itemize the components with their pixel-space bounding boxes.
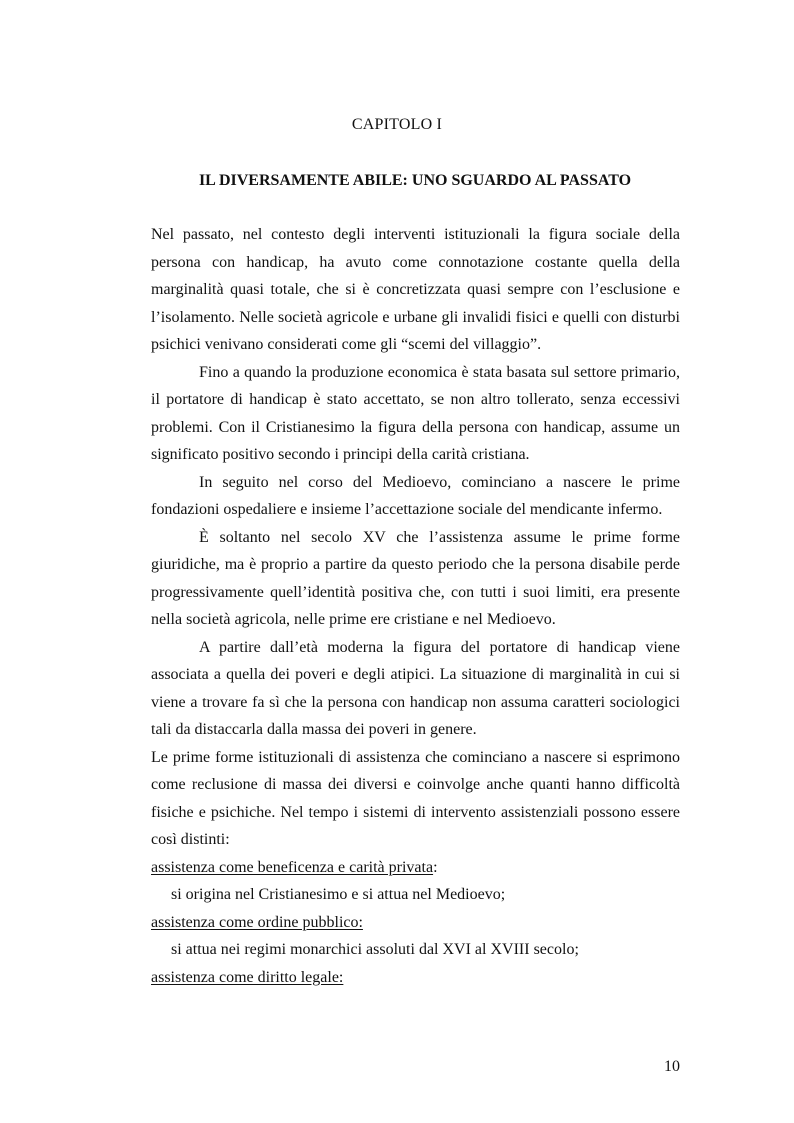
list-item-heading <box>151 964 680 992</box>
paragraph-6: Le prime forme istituzionali di assistenza che cominciano a nascere si esprimono come reclusione di massa dei diversi e coinvolge anche quanti hanno difficoltà fisiche e psichiche. Nel tempo i sistemi di intervento assistenziali possono essere così distinti: <box>151 748 680 848</box>
list-item-heading-text: assistenza come ordine pubblico: <box>151 913 363 931</box>
list-item-heading-text: assistenza come diritto legale: <box>151 968 344 986</box>
list-item-detail: si attua nei regimi monarchici assoluti dal XVI al XVIII secolo; <box>171 941 579 958</box>
list-item-detail: si origina nel Cristianesimo e si attua nel Medioevo; <box>171 886 506 903</box>
list-item-heading <box>151 854 680 882</box>
paragraph-3: In seguito nel corso del Medioevo, cominciano a nascere le prime fondazioni ospedaliere e insieme l’accettazione sociale del mendicante infermo. <box>151 473 680 518</box>
chapter-label: CAPITOLO I <box>351 116 443 133</box>
paragraph-2: Fino a quando la produzione economica è stata basata sul settore primario, il portatore di handicap è stato accettato, se non altro tollerato, senza eccessivi problemi. Con il Cristianesimo la figura della persona con handicap, assume un significato positivo secondo i principi della carità cristiana. <box>151 363 680 463</box>
paragraph-1: Nel passato, nel contesto degli interventi istituzionali la figura sociale della persona con handicap, ha avuto come connotazione costante quella della marginalità quasi totale, che si è concretizzata quasi sempre con l’esclusione e l’isolamento. Nelle società agricole e urbane gli invalidi fisici e quelli con disturbi psichici venivano considerati come gli “scemi del villaggio”. <box>151 226 680 353</box>
list-item-heading-suffix: : <box>433 858 438 876</box>
paragraph-4: È soltanto nel secolo XV che l’assistenza assume le prime forme giuridiche, ma è proprio a partire da questo periodo che la persona disabile perde progressivamente quell’identità positiva che, con tutti i suoi limiti, era presente nella società agricola, nelle prime ere cristiane e nel Medioevo. <box>151 528 680 628</box>
list-item-heading-text: assistenza come beneficenza e carità privata <box>151 858 434 876</box>
chapter-title: IL DIVERSAMENTE ABILE: UNO SGUARDO AL PASSATO <box>198 172 632 189</box>
list-item-heading <box>151 909 680 937</box>
page-number: 10 <box>664 1058 680 1075</box>
body-text <box>151 221 680 991</box>
paragraph-5: A partire dall’età moderna la figura del portatore di handicap viene associata a quella dei poveri e degli atipici. La situazione di marginalità in cui si viene a trovare fa sì che la persona con handicap non assuma caratteri sociologici tali da distaccarla dalla massa dei poveri in genere. <box>151 638 680 738</box>
